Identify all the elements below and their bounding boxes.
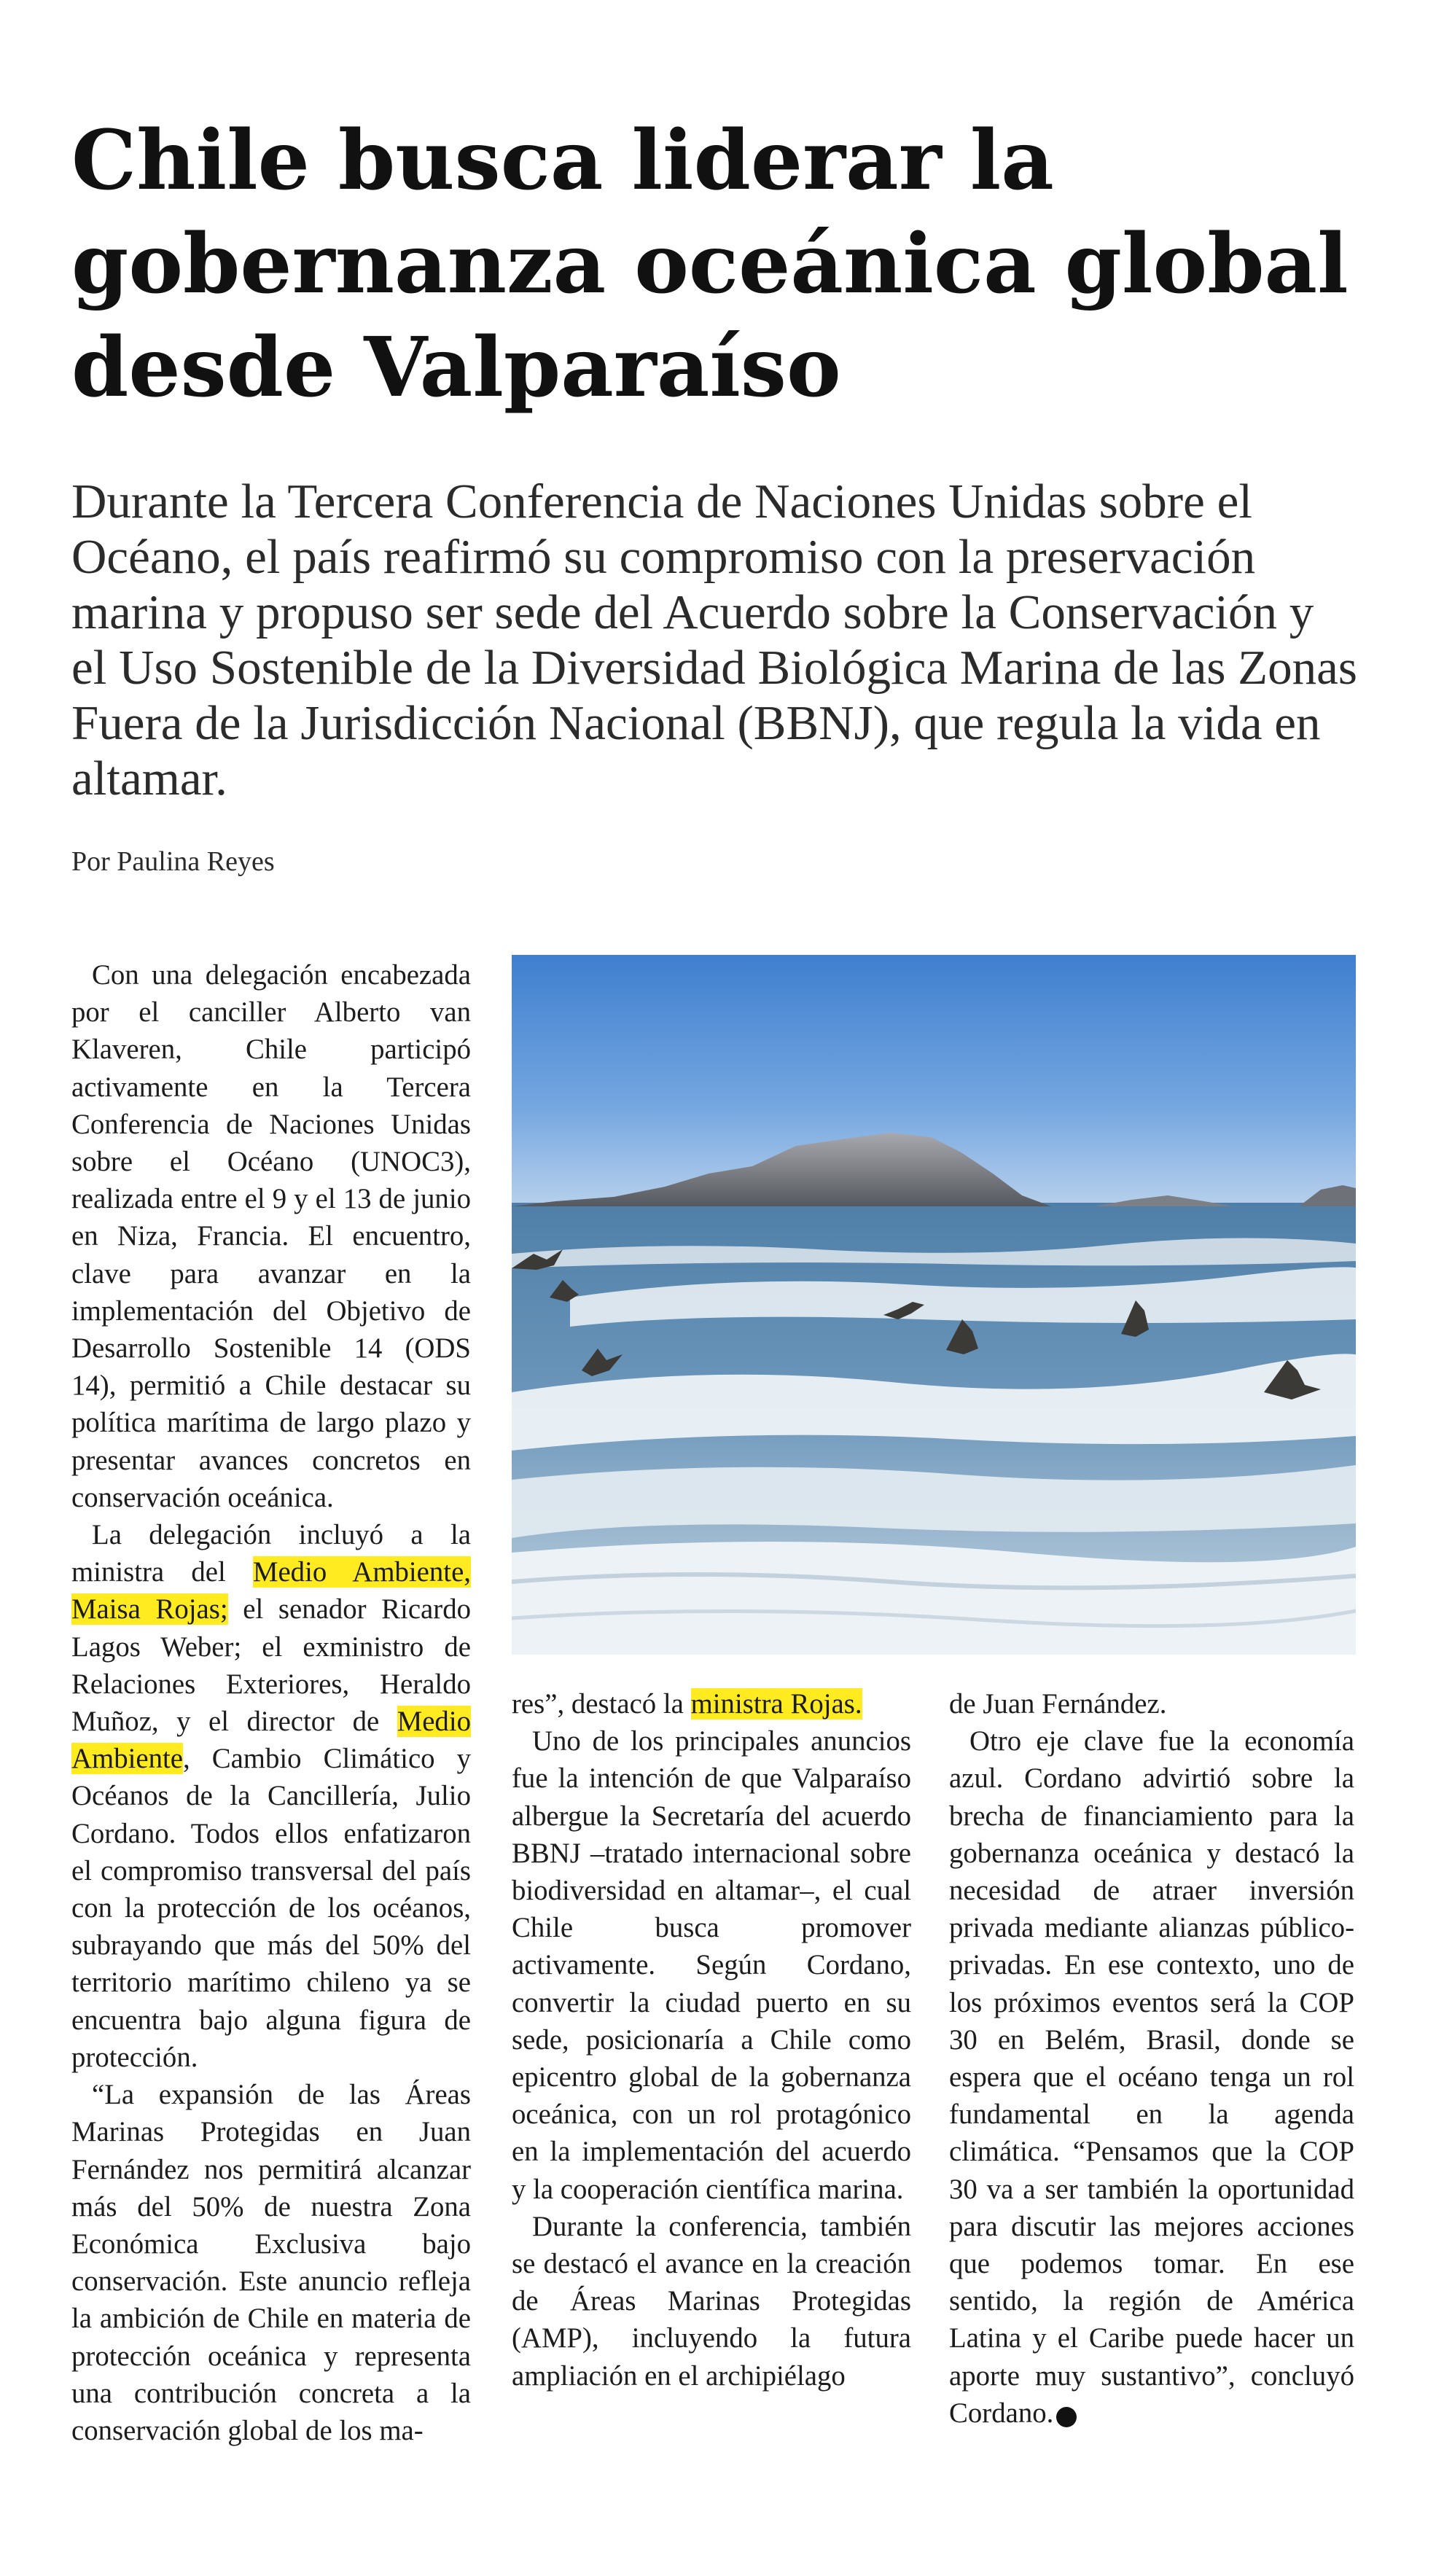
coastal-seabirds-photo	[512, 955, 1356, 1655]
deck-line: Fuera de la Jurisdicción Nacional (BBNJ), que regula la vida en	[71, 696, 1321, 750]
highlighted-text: Medio Ambiente, Maisa Rojas;	[71, 1556, 471, 1625]
body-paragraph	[71, 1516, 471, 2076]
article-column-1	[71, 956, 471, 2449]
headline	[71, 109, 1398, 420]
article-deck	[71, 474, 1398, 806]
article-column-2	[512, 1685, 911, 2394]
headline-line: Chile busca liderar la	[71, 113, 1054, 208]
deck-line: altamar.	[71, 752, 227, 805]
body-paragraph: “La expansión de las Áreas Marinas Protegidas en Juan Fernández nos permitirá alcanzar más del 50% de nuestra Zona Económica Exclusiva bajo conservación. Este anuncio refleja la ambición de Chile en materia de protección oceánica y representa una contribución concreta a la conservación global de los ma-	[71, 2079, 471, 2446]
body-paragraph	[949, 1722, 1354, 2432]
deck-line: Durante la Tercera Conferencia de Naciones Unidas sobre el	[71, 475, 1252, 528]
body-paragraph: Durante la conferencia, también se destacó el avance en la creación de Áreas Marinas Protegidas (AMP), incluyendo la futura ampliación en el archipiélago	[512, 2210, 911, 2392]
deck-line: Océano, el país reafirmó su compromiso con la preservación	[71, 530, 1256, 584]
body-paragraph: de Juan Fernández.	[949, 1688, 1167, 1720]
highlighted-text: Medio Ambiente	[71, 1706, 471, 1775]
body-text: res”, destacó la	[512, 1688, 691, 1720]
publication-mark-icon: P	[1056, 2407, 1077, 2427]
article-column-3	[949, 1685, 1354, 2432]
body-paragraph	[512, 1685, 911, 1722]
body-text: el senador Ricardo Lagos Weber; el exministro de Relaciones Exteriores, Heraldo Muñoz, y el director de	[71, 1593, 471, 1738]
highlighted-text: ministra Rojas.	[690, 1688, 862, 1720]
body-text: Otro eje clave fue la economía azul. Cordano advirtió sobre la brecha de financiamiento para la gobernanza oceánica y destacó la necesidad de atraer inversión privada mediante alianzas público-privadas. En ese contexto, uno de los próximos eventos será la COP 30 en Belém, Brasil, donde se espera que el océano tenga un rol fundamental en la agenda climática. “Pensamos que la COP 30 va a ser también la oportunidad para discutir las mejores acciones que podemos tomar. En ese sentido, la región de América Latina y el Caribe puede hacer un aporte muy sustantivo”, concluyó Cordano.	[949, 1725, 1354, 2429]
deck-line: marina y propuso ser sede del Acuerdo sobre la Conservación y	[71, 585, 1314, 639]
headline-line: desde Valparaíso	[71, 320, 841, 415]
body-text: La delegación incluyó a la ministra del	[71, 1519, 471, 1588]
body-paragraph: Con una delegación encabezada por el canciller Alberto van Klaveren, Chile participó activamente en la Tercera Conferencia de Naciones Unidas sobre el Océano (UNOC3), realizada entre el 9 y el 13 de junio en Niza, Francia. El encuentro, clave para avanzar en la implementación del Objetivo de Desarrollo Sostenible 14 (ODS 14), permitió a Chile destacar su política marítima de largo plazo y presentar avances concretos en conservación oceánica.	[71, 959, 471, 1513]
headline-line: gobernanza oceánica global	[71, 216, 1349, 312]
byline: Por Paulina Reyes	[71, 846, 275, 877]
body-text: , Cambio Climático y Océanos de la Cancillería, Julio Cordano. Todos ellos enfatizaron el compromiso transversal del país con la protección de los océanos, subrayando que más del 50% del territorio marítimo chileno ya se encuentra bajo alguna figura de protección.	[71, 1743, 471, 2073]
body-paragraph: Uno de los principales anuncios fue la intención de que Valparaíso albergue la Secretaría del acuerdo BBNJ –tratado internacional sobre biodiversidad en altamar–, el cual Chile busca promover activamente. Según Cordano, convertir la ciudad puerto en su sede, posicionaría a Chile como epicentro global de la gobernanza oceánica, con un rol protagónico en la implementación del acuerdo y la cooperación científica marina.	[512, 1725, 911, 2205]
deck-line: el Uso Sostenible de la Diversidad Biológica Marina de las Zonas	[71, 641, 1357, 695]
